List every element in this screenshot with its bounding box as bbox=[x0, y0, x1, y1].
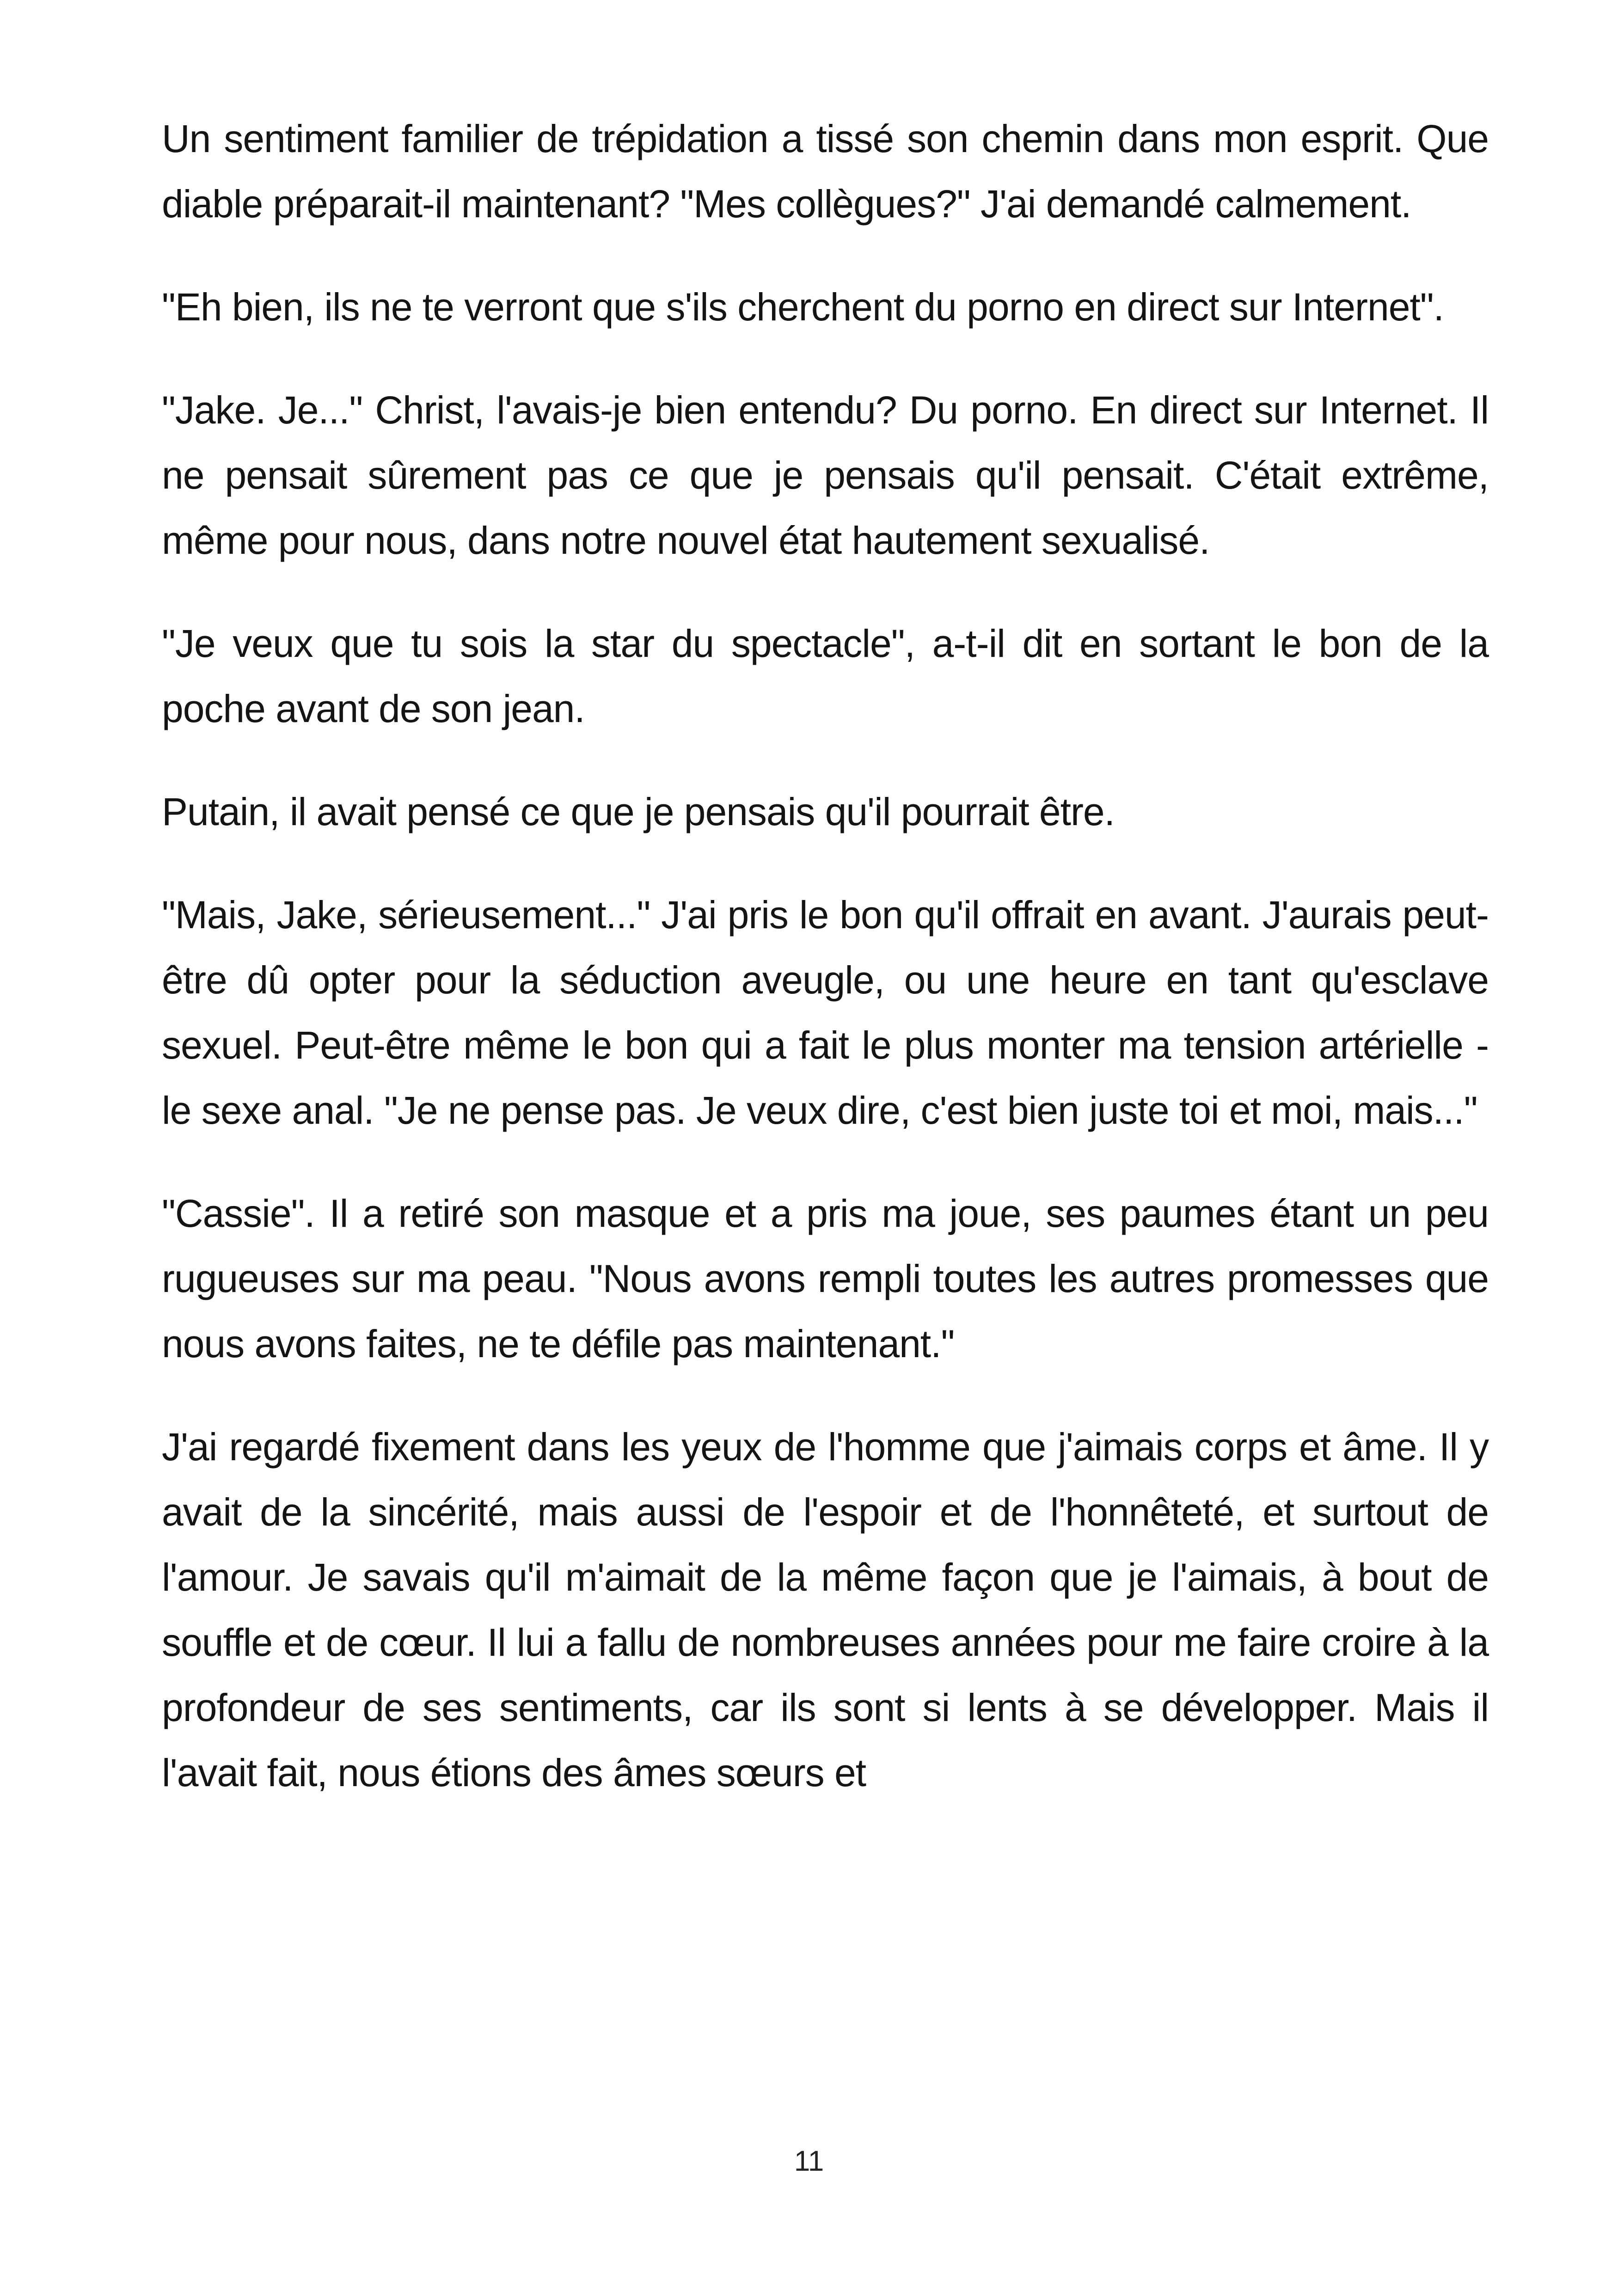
paragraph: "Eh bien, ils ne te verront que s'ils cherchent du porno en direct sur Internet". bbox=[162, 285, 1444, 329]
paragraph: "Jake. Je..." Christ, l'avais-je bien entendu? Du porno. En direct sur Internet. Il ne pensait sûrement pas ce que je pensais qu'il pensait. C'était extrême, même pour nous, dans notre nouvel état hautement sexualisé. bbox=[162, 388, 1489, 562]
page-number: 11 bbox=[794, 2145, 824, 2177]
paragraph: "Mais, Jake, sérieusement..." J'ai pris le bon qu'il offrait en avant. J'aurais peut-être dû opter pour la séduction aveugle, ou une heure en tant qu'esclave sexuel. Peut-être même le bon qui a fait le plus monter ma tension artérielle - le sexe anal. "Je ne pense pas. Je veux dire, c'est bien juste toi et moi, mais..." bbox=[162, 893, 1489, 1132]
paragraph: J'ai regardé fixement dans les yeux de l'homme que j'aimais corps et âme. Il y avait de la sincérité, mais aussi de l'espoir et de l'honnêteté, et surtout de l'amour. Je savais qu'il m'aimait de la même façon que je l'aimais, à bout de souffle et de cœur. Il lui a fallu de nombreuses années pour me faire croire à la profondeur de ses sentiments, car ils sont si lents à se développer. Mais il l'avait fait, nous étions des âmes sœurs et bbox=[162, 1425, 1489, 1794]
paragraph: "Cassie". Il a retiré son masque et a pris ma joue, ses paumes étant un peu rugueuses sur ma peau. "Nous avons rempli toutes les autres promesses que nous avons faites, ne te défile pas maintenant." bbox=[162, 1192, 1489, 1365]
paragraph: Un sentiment familier de trépidation a tissé son chemin dans mon esprit. Que diable préparait-il maintenant? "Mes collègues?" J'ai demandé calmement. bbox=[162, 117, 1489, 226]
body-text bbox=[162, 106, 1489, 1843]
paragraph: Putain, il avait pensé ce que je pensais qu'il pourrait être. bbox=[162, 790, 1115, 833]
paragraph: "Je veux que tu sois la star du spectacle", a-t-il dit en sortant le bon de la poche avant de son jean. bbox=[162, 622, 1489, 730]
